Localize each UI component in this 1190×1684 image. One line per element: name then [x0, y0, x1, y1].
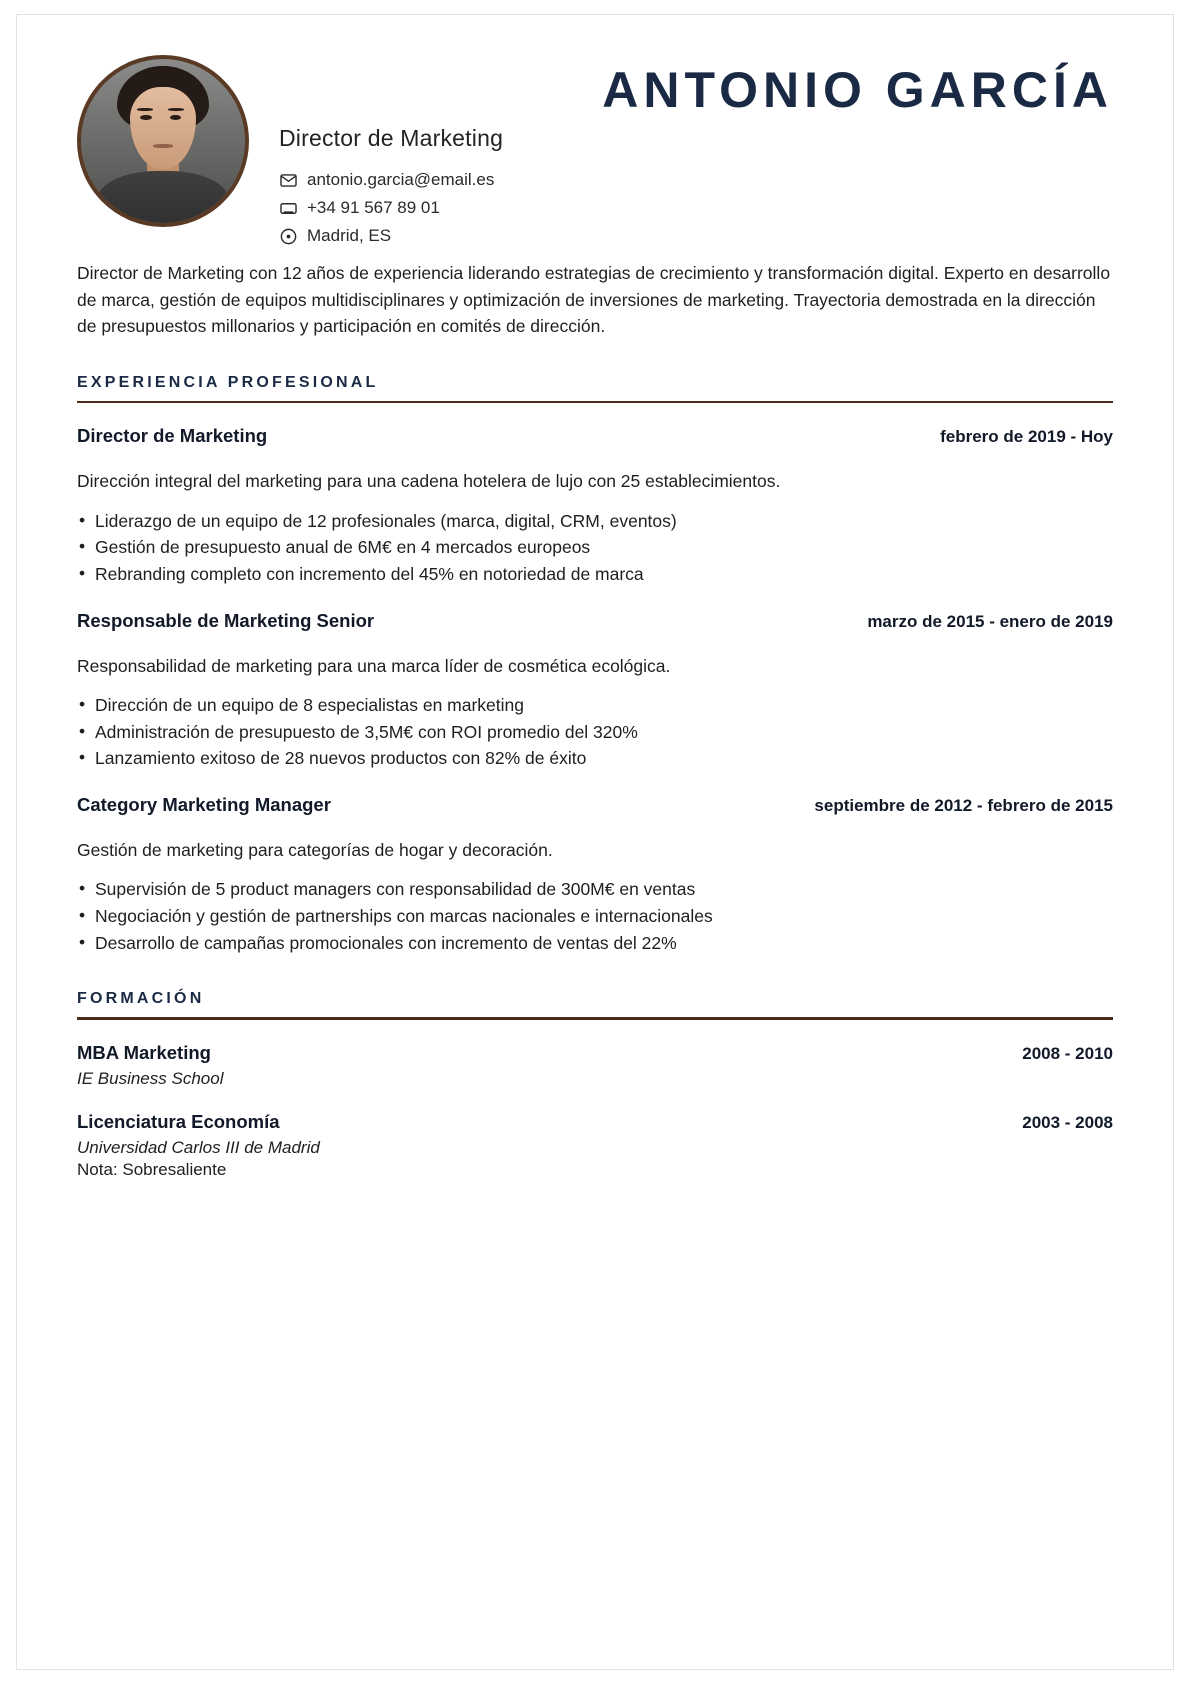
- avatar: [77, 55, 249, 227]
- location-pin-icon: [279, 227, 298, 246]
- phone-icon: [279, 199, 298, 218]
- education-item: [77, 1042, 1113, 1089]
- list-item: • Dirección de un equipo de 8 especialistas en marketing: [77, 692, 1113, 719]
- list-item: • Administración de presupuesto de 3,5M€ con ROI promedio del 320%: [77, 719, 1113, 746]
- section-title-experience: EXPERIENCIA PROFESIONAL: [77, 373, 379, 391]
- job-dates: febrero de 2019 - Hoy: [940, 427, 1113, 447]
- job-role-subtitle: Director de Marketing: [279, 125, 504, 151]
- page-title: ANTONIO GARCÍA: [602, 62, 1113, 118]
- list-item: • Supervisión de 5 product managers con responsabilidad de 300M€ en ventas: [77, 876, 1113, 903]
- job-description: Dirección integral del marketing para una cadena hotelera de lujo con 25 establecimientos.: [77, 471, 781, 492]
- education-item: [77, 1111, 1113, 1180]
- education-school: IE Business School: [77, 1068, 224, 1088]
- education-degree: Licenciatura Economía: [77, 1110, 280, 1132]
- education-school: Universidad Carlos III de Madrid: [77, 1137, 320, 1157]
- section-experience: [77, 374, 1113, 956]
- contact-location: [279, 226, 1113, 246]
- list-item: • Liderazgo de un equipo de 12 profesionales (marca, digital, CRM, eventos): [77, 508, 1113, 535]
- list-item: • Desarrollo de campañas promocionales con incremento de ventas del 22%: [77, 930, 1113, 957]
- contact-email-value: antonio.garcia@email.es: [307, 170, 495, 189]
- list-item: • Rebranding completo con incremento del 45% en notoriedad de marca: [77, 561, 1113, 588]
- job-bullets: [77, 508, 1113, 588]
- job-bullets: [77, 692, 1113, 772]
- envelope-icon: [279, 171, 298, 190]
- experience-item: [77, 610, 1113, 772]
- section-title-education: FORMACIÓN: [77, 990, 205, 1008]
- job-title: Category Marketing Manager: [77, 793, 331, 815]
- contact-phone-value: +34 91 567 89 01: [307, 198, 440, 217]
- list-item: • Negociación y gestión de partnerships con marcas nacionales e internacionales: [77, 903, 1113, 930]
- education-dates: 2003 - 2008: [1022, 1112, 1113, 1132]
- education-degree: MBA Marketing: [77, 1041, 211, 1063]
- job-dates: septiembre de 2012 - febrero de 2015: [814, 795, 1113, 815]
- avatar-photo: [81, 59, 245, 223]
- section-education: [77, 990, 1113, 1180]
- contact-location-value: Madrid, ES: [307, 226, 392, 245]
- resume-sheet: [16, 14, 1174, 1670]
- job-dates: marzo de 2015 - enero de 2019: [867, 611, 1113, 631]
- experience-item: [77, 794, 1113, 956]
- list-item: • Gestión de presupuesto anual de 6M€ en 4 mercados europeos: [77, 534, 1113, 561]
- list-item: • Lanzamiento exitoso de 28 nuevos productos con 82% de éxito: [77, 745, 1113, 772]
- resume-header: [77, 49, 1113, 254]
- professional-summary: Director de Marketing con 12 años de experiencia liderando estrategias de crecimiento y transformación digital. Experto en desarrollo de marca, gestión de equipos multidisciplinares y optimización de inversiones de marketing. Trayectoria demostrada en la dirección de presupuestos millonarios y participación en comités de dirección.: [77, 263, 1111, 337]
- experience-item: [77, 425, 1113, 587]
- section-divider: [77, 401, 1113, 404]
- section-divider: [77, 1017, 1113, 1020]
- contact-email: [279, 170, 1113, 190]
- contact-list: [279, 170, 1113, 246]
- job-title: Director de Marketing: [77, 425, 268, 447]
- job-title: Responsable de Marketing Senior: [77, 609, 375, 631]
- job-bullets: [77, 876, 1113, 956]
- job-description: Responsabilidad de marketing para una marca líder de cosmética ecológica.: [77, 655, 671, 676]
- header-main: [279, 49, 1113, 254]
- contact-phone: [279, 198, 1113, 218]
- education-dates: 2008 - 2010: [1022, 1043, 1113, 1063]
- education-note: Nota: Sobresaliente: [77, 1159, 227, 1179]
- job-description: Gestión de marketing para categorías de hogar y decoración.: [77, 839, 553, 860]
